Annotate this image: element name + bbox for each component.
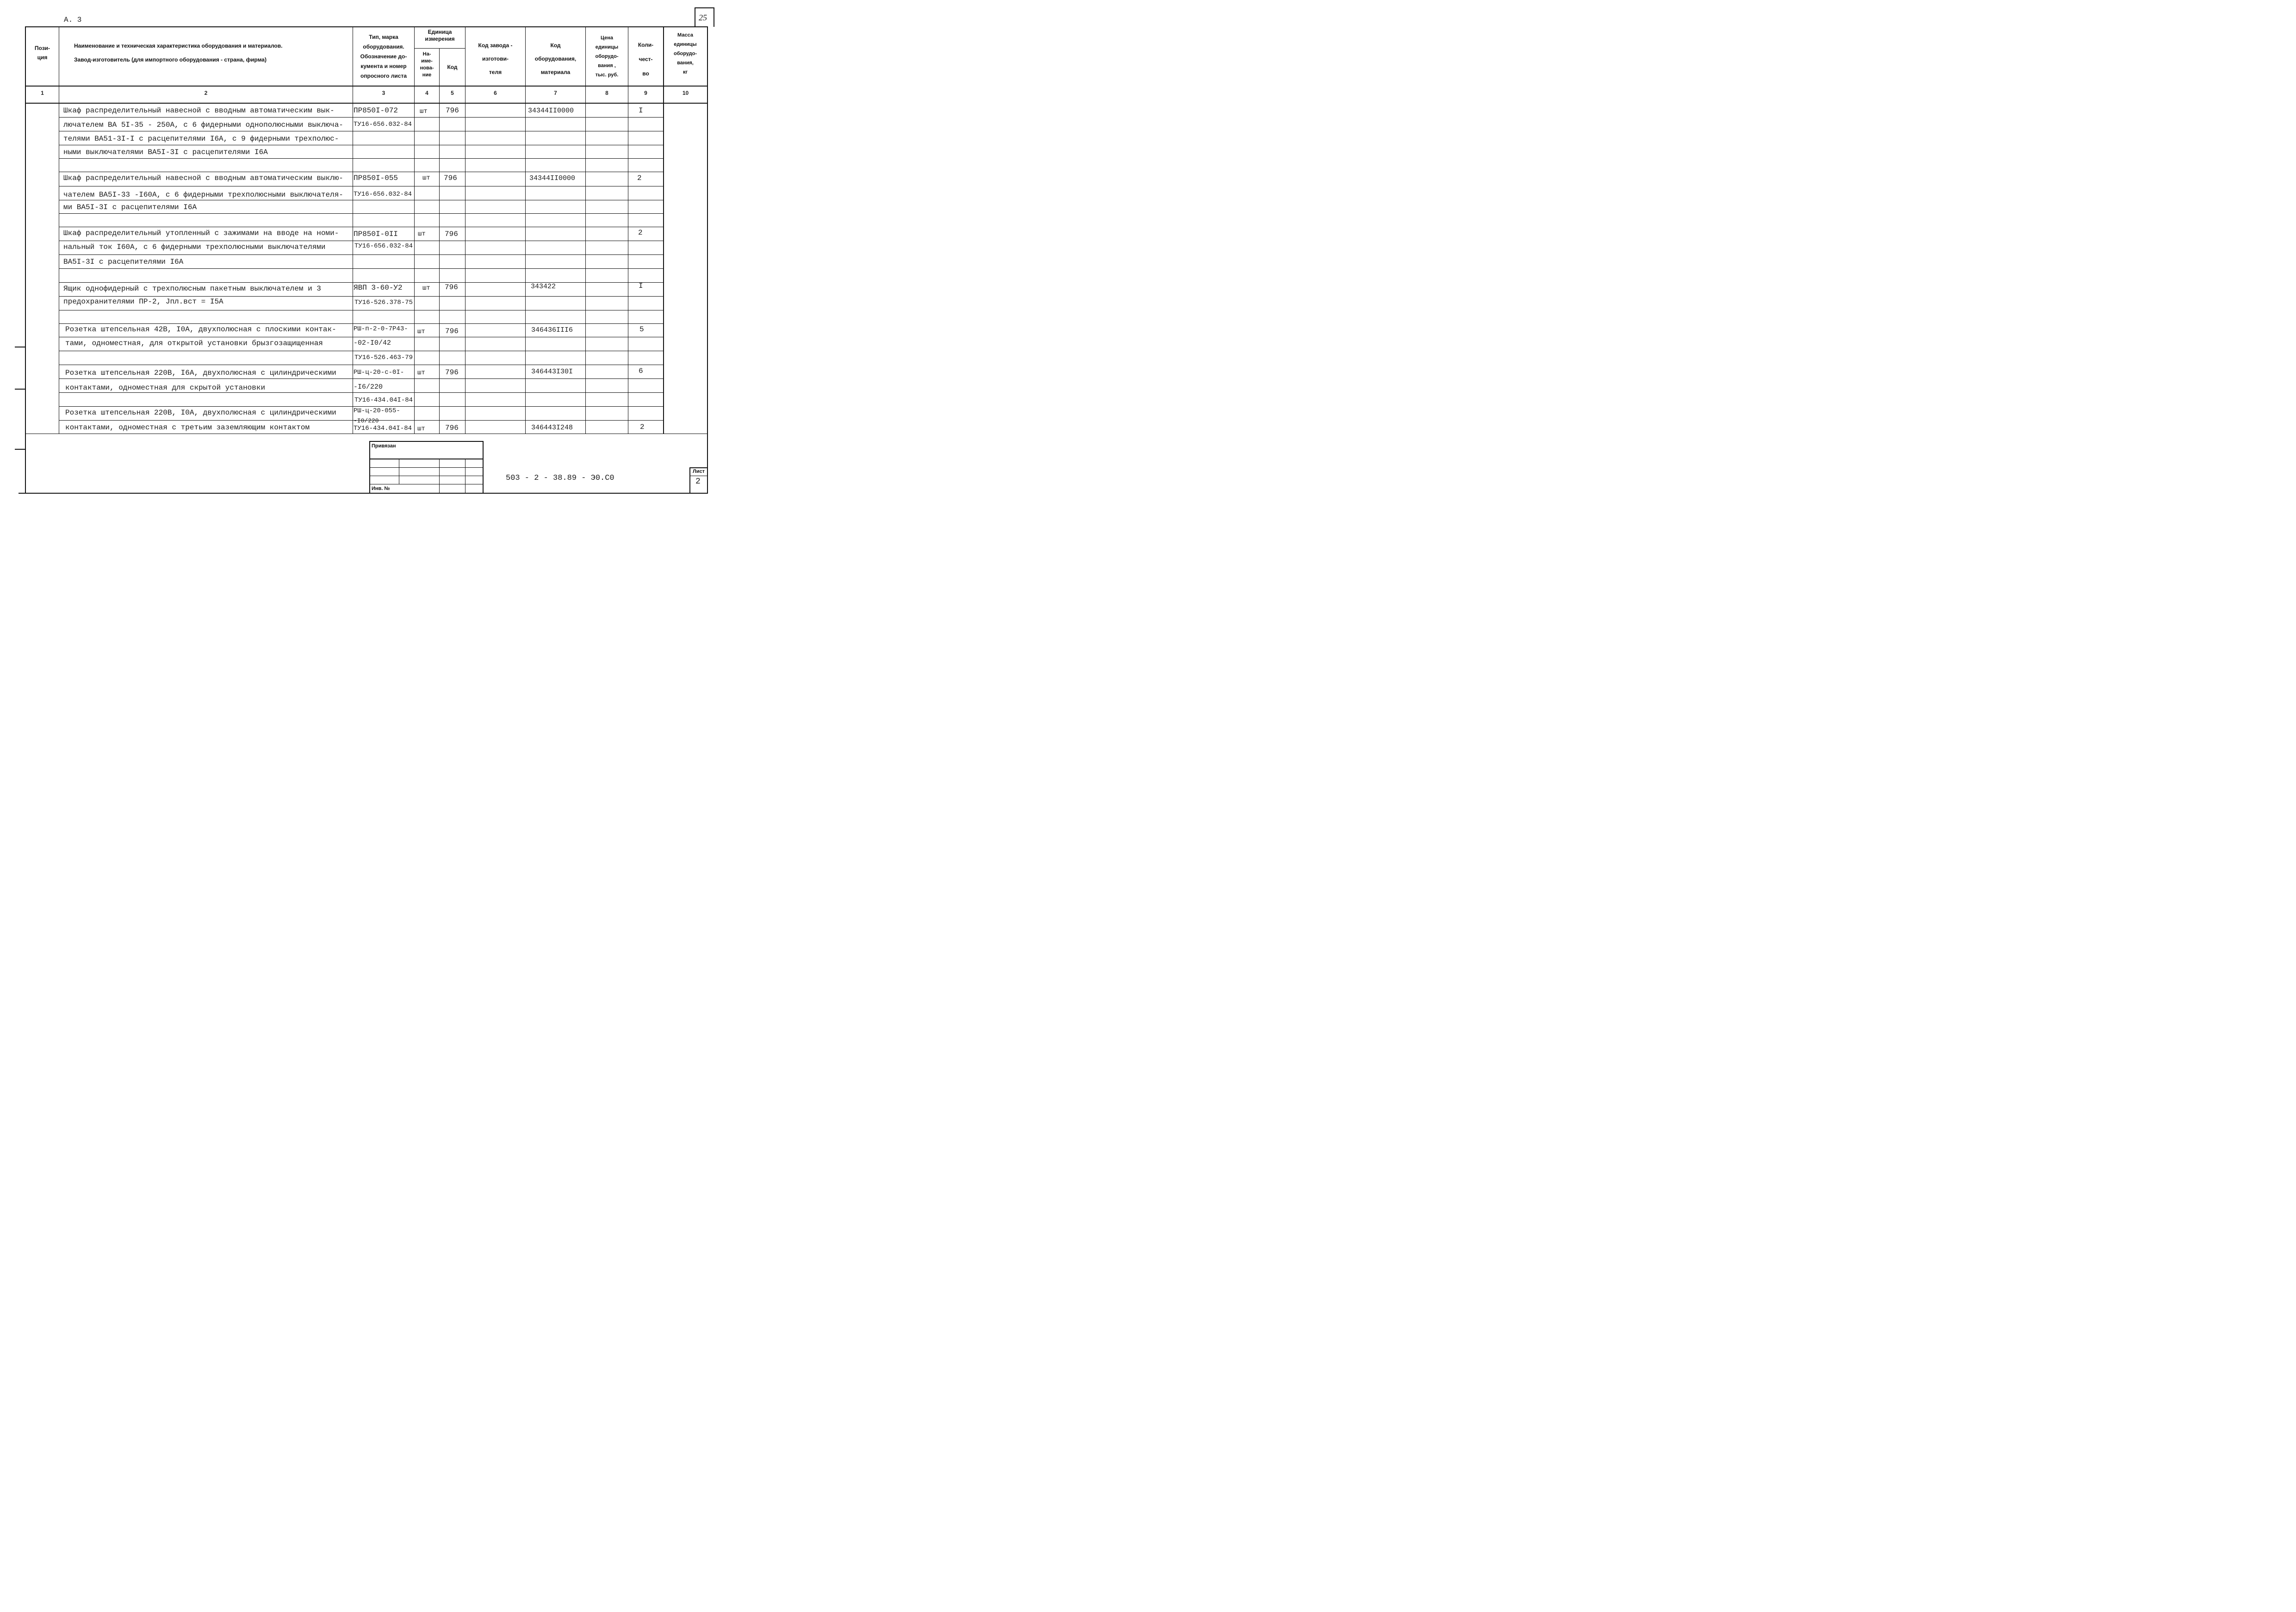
header-unit-price: Цена единицы оборудо- вания , тыс. руб. <box>595 35 619 78</box>
item-type: РШ-ц-20-055- <box>354 407 400 415</box>
item-unit: шт <box>418 230 426 238</box>
header-name: Наименование и техническая характеристика оборудования и материалов. Завод-изготовитель (для импортного оборудования - страна, фирма) <box>74 43 283 63</box>
header-unit-code: Код <box>447 64 458 70</box>
page-number: 25 <box>699 13 707 22</box>
sheet-label: Лист <box>693 469 705 474</box>
item-equipment-code: 346436III6 <box>531 326 573 334</box>
item-description-line: тами, одноместная, для открытой установки брызгозащищенная <box>65 339 323 347</box>
column-number: 4 <box>425 90 428 96</box>
header-factory-code: Код завода - изготови- теля <box>478 42 513 75</box>
item-type: ЯВП 3-60-У2 <box>354 284 403 292</box>
item-quantity: 2 <box>640 423 645 431</box>
item-description-line: Розетка штепсельная 220В, I6А, двухполюсная с цилиндрическими <box>65 369 336 377</box>
item-unit-code: 796 <box>445 368 459 377</box>
item-quantity: 6 <box>639 367 643 375</box>
header-equipment-code: Код оборудования, материала <box>534 42 577 75</box>
item-quantity: 2 <box>638 229 643 237</box>
item-quantity: 5 <box>639 325 644 334</box>
item-description-line: ными выключателями ВА5I-3I с расцепителями I6А <box>63 148 268 156</box>
item-type: РШ-п-2-0-7Р43- <box>354 325 408 333</box>
item-equipment-code: 34344II0000 <box>528 107 574 115</box>
sheet-ref: А. 3 <box>64 16 82 24</box>
item-quantity: I <box>639 106 643 115</box>
column-number: 9 <box>644 90 647 96</box>
item-description-line: ми ВА5I-3I с расцепителями I6А <box>63 203 197 211</box>
item-type: ПР850I-0II <box>354 230 398 238</box>
item-unit-code: 796 <box>446 106 459 115</box>
item-description-line: Ящик однофидерный с трехполюсным пакетным выключателем и 3 <box>63 285 321 293</box>
column-number: 3 <box>382 90 385 96</box>
item-spec: ТУ16-434.04I-84 <box>354 425 412 432</box>
column-number: 8 <box>605 90 608 96</box>
item-type: ПР850I-055 <box>354 174 398 182</box>
item-unit: шт <box>417 328 425 335</box>
item-equipment-code: 346443I248 <box>531 424 573 432</box>
item-description-line: Розетка штепсельная 220В, I0А, двухполюсная с цилиндрическими <box>65 409 336 417</box>
item-description-line: контактами, одноместная с третьим заземляющим контактом <box>65 423 310 432</box>
item-equipment-code: 346443I30I <box>531 368 573 376</box>
item-spec: ТУ16-434.04I-84 <box>354 397 413 404</box>
item-unit: шт <box>420 108 428 115</box>
item-unit-code: 796 <box>445 327 459 335</box>
header-unit-group: Единица измерения <box>425 29 455 42</box>
item-equipment-code: 343422 <box>531 283 556 291</box>
item-description-line: ВА5I-3I с расцепителями I6А <box>63 258 184 266</box>
document-code: 503 - 2 - 38.89 - Э0.С0 <box>506 474 614 483</box>
item-unit-code: 796 <box>445 283 458 291</box>
item-spec: ТУ16-526.378-75 <box>354 299 413 306</box>
header-unit-mass: Масса единицы оборудо- вания, кг <box>673 32 697 75</box>
item-description-line: Розетка штепсельная 42В, I0А, двухполюсная с плоскими контак- <box>65 325 336 334</box>
column-number: 7 <box>554 90 557 96</box>
item-quantity: I <box>639 282 643 290</box>
column-number: 1 <box>41 90 44 96</box>
item-quantity: 2 <box>637 174 642 182</box>
item-spec: ТУ16-656.032-84 <box>354 121 412 128</box>
item-description-line: чателем ВА5I-33 -I60А, с 6 фидерными трехполюсными выключателя- <box>63 191 343 199</box>
item-spec: ТУ16-656.032-84 <box>354 242 413 250</box>
item-description-line: контактами, одноместная для скрытой установки <box>65 384 266 392</box>
item-unit: шт <box>422 285 430 292</box>
header-quantity: Коли- чест- во <box>638 42 654 77</box>
item-description-line: Шкаф распределительный утопленный с зажимами на вводе на номи- <box>63 229 339 237</box>
item-spec: ТУ16-656.032-84 <box>354 191 412 198</box>
stamp-inv-label: Инв. № <box>372 486 390 491</box>
item-description-line: телями ВА51-3I-I с расцепителями I6А, с 9 фидерными трехполюс- <box>63 135 339 143</box>
item-type: -I0/220 <box>354 417 379 424</box>
item-description-line: Шкаф распределительный навесной с вводным автоматическим вык- <box>63 106 335 115</box>
item-description-line: лючателем ВА 5I-35 - 250А, с 6 фидерными однополюсными выключа- <box>63 121 343 129</box>
column-number: 5 <box>451 90 454 96</box>
item-unit: шт <box>422 174 430 182</box>
item-description-line: нальный ток I60А, с 6 фидерными трехполюсными выключателями <box>63 243 326 251</box>
stamp-attached-label: Привязан <box>372 443 396 449</box>
item-type: -I6/220 <box>354 383 383 391</box>
item-description-line: Шкаф распределительный навесной с вводным автоматическим выклю- <box>63 174 343 182</box>
item-type: РШ-ц-20-с-0I- <box>354 369 404 376</box>
column-number: 6 <box>494 90 497 96</box>
item-description-line: предохранителями ПР-2, Jпл.вст = I5А <box>63 298 223 306</box>
item-type: ПР850I-072 <box>354 106 398 115</box>
header-type: Тип, марка оборудования. Обозначение до- кумента и номер опросного листа <box>360 34 407 79</box>
item-unit-code: 796 <box>445 230 458 238</box>
item-equipment-code: 34344II0000 <box>529 174 576 182</box>
item-unit-code: 796 <box>444 174 457 182</box>
column-number: 10 <box>682 90 689 96</box>
item-spec: ТУ16-526.463-79 <box>354 354 413 361</box>
header-unit-name: На- име- нова- ние <box>420 51 434 78</box>
column-number: 2 <box>204 90 208 96</box>
item-unit: шт <box>417 425 425 433</box>
sheet-number: 2 <box>695 477 701 486</box>
item-unit: шт <box>417 369 425 377</box>
header-position: Пози- ция <box>34 45 50 61</box>
item-type: -02-I0/42 <box>354 339 391 347</box>
item-unit-code: 796 <box>445 424 459 432</box>
